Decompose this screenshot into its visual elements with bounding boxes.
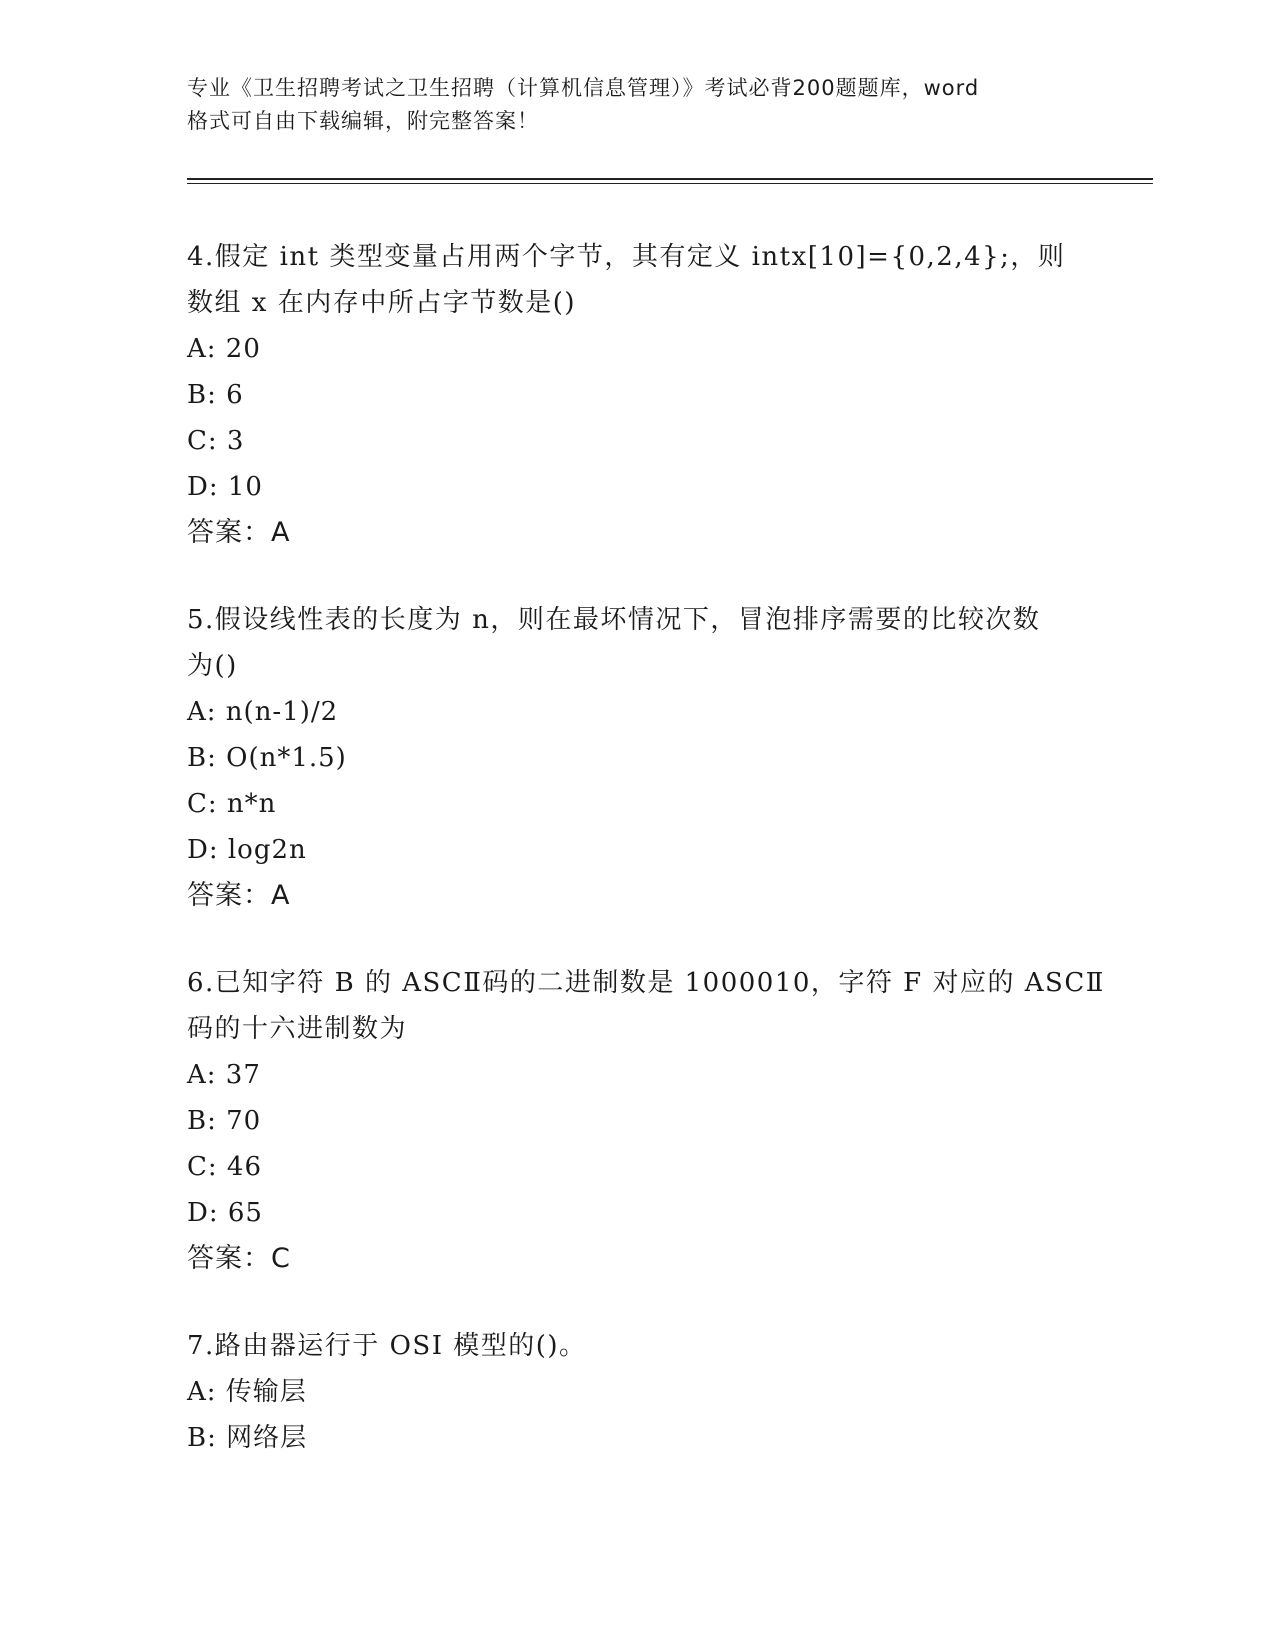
- question-text: 6.已知字符 B 的 ASCⅡ码的二进制数是 1000010，字符 F 对应的 ASCⅡ: [187, 968, 1105, 998]
- option-a: A: n(n-1)/2: [187, 697, 339, 727]
- header-divider-thin: [187, 183, 1153, 184]
- option-a: A: 20: [187, 334, 261, 364]
- question-4: [187, 234, 1087, 556]
- option-d: D: log2n: [187, 835, 307, 865]
- question-5: [187, 597, 1087, 919]
- question-text: 数组 x 在内存中所占字节数是(): [187, 288, 576, 318]
- document-header: [187, 72, 1107, 138]
- option-b: B: O(n*1.5): [187, 743, 347, 773]
- option-d: D: 10: [187, 472, 263, 502]
- header-divider-thick: [187, 178, 1153, 180]
- question-6: [187, 960, 1105, 1282]
- option-b: B: 6: [187, 380, 244, 410]
- question-text: 4.假定 int 类型变量占用两个字节，其有定义 intx[10]={0,2,4};，则: [187, 242, 1066, 272]
- option-d: D: 65: [187, 1198, 263, 1228]
- header-line: 格式可自由下载编辑，附完整答案！: [187, 109, 539, 133]
- question-list: [187, 234, 1105, 1502]
- question-text: 码的十六进制数为: [187, 1014, 408, 1044]
- option-b: B: 网络层: [187, 1423, 308, 1453]
- option-c: C: 46: [187, 1152, 263, 1182]
- option-b: B: 70: [187, 1106, 262, 1136]
- option-a: A: 传输层: [187, 1377, 307, 1407]
- question-text: 5.假设线性表的长度为 n，则在最坏情况下，冒泡排序需要的比较次数: [187, 605, 1041, 635]
- option-c: C: 3: [187, 426, 245, 456]
- answer-line: 答案：C: [187, 1243, 291, 1274]
- question-text: 7.路由器运行于 OSI 模型的()。: [187, 1331, 587, 1361]
- header-line: 专业《卫生招聘考试之卫生招聘（计算机信息管理）》考试必背200题题库，word: [187, 76, 980, 100]
- option-c: C: n*n: [187, 789, 277, 819]
- question-text: 为(): [187, 651, 238, 681]
- answer-line: 答案：A: [187, 880, 291, 911]
- option-a: A: 37: [187, 1060, 261, 1090]
- question-7: [187, 1323, 1087, 1461]
- answer-line: 答案：A: [187, 517, 291, 548]
